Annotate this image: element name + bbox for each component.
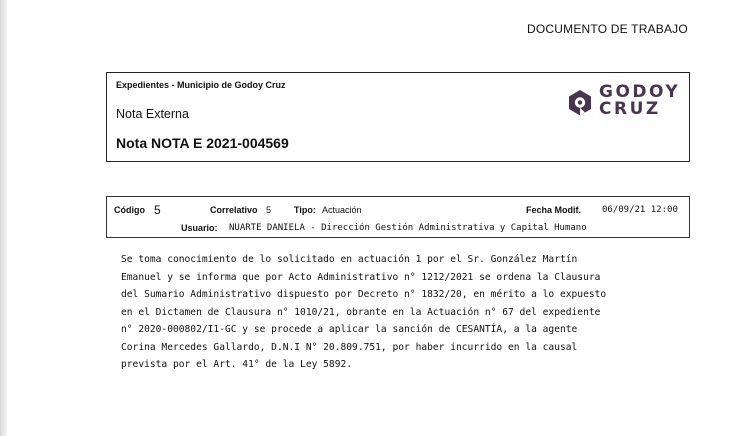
body-line: n° 2020-000802/I1-GC y se procede a aplicar la sanción de CESANTÍA, a la agente [121, 324, 578, 335]
godoy-cruz-logo-icon [567, 89, 593, 117]
correlativo-label: Correlativo [210, 205, 258, 215]
correlativo-value: 5 [266, 205, 272, 215]
fecha-value: 06/09/21 12:00 [602, 205, 678, 215]
page-edge-shadow [0, 0, 7, 436]
logo-wordmark [599, 84, 680, 118]
tipo-label: Tipo: [294, 205, 316, 215]
body-line: en el Dictamen de Clausura n° 1010/21, obrante en la Actuación n° 67 del expediente [121, 306, 601, 318]
usuario-label: Usuario: [181, 223, 218, 233]
logo-line-2: CRUZ [599, 99, 661, 119]
document-body [121, 251, 611, 374]
document-header [106, 72, 690, 162]
codigo-value: 5 [154, 203, 161, 217]
usuario-value: NUARTE DANIELA - Dirección Gestión Administrativa y Capital Humano [229, 223, 587, 233]
body-line: prevista por el Art. 41° de la Ley 5892. [121, 359, 353, 370]
codigo-label: Código [114, 205, 145, 215]
body-line: Emanuel y se informa que por Acto Administrativo n° 1212/2021 se ordena la Clausura [121, 271, 601, 283]
logo-line-1: GODOY [599, 82, 681, 102]
body-line: del Sumario Administrativo dispuesto por Decreto n° 1832/20, en mérito a lo expuesto [121, 289, 607, 300]
document-type-label: DOCUMENTO DE TRABAJO [527, 22, 688, 36]
note-type: Nota Externa [116, 107, 189, 121]
godoy-cruz-logo [565, 84, 685, 124]
organization-name: Expedientes - Municipio de Godoy Cruz [116, 80, 286, 90]
metadata-box [106, 196, 690, 238]
body-line: Corina Mercedes Gallardo, D.N.I N° 20.809.751, por haber incurrido en la causal [121, 341, 578, 353]
note-number: Nota NOTA E 2021-004569 [116, 135, 289, 151]
tipo-value: Actuación [322, 205, 362, 215]
body-line: Se toma conocimiento de lo solicitado en actuación 1 por el Sr. González Martín [121, 254, 578, 265]
fecha-label: Fecha Modif. [526, 205, 582, 215]
